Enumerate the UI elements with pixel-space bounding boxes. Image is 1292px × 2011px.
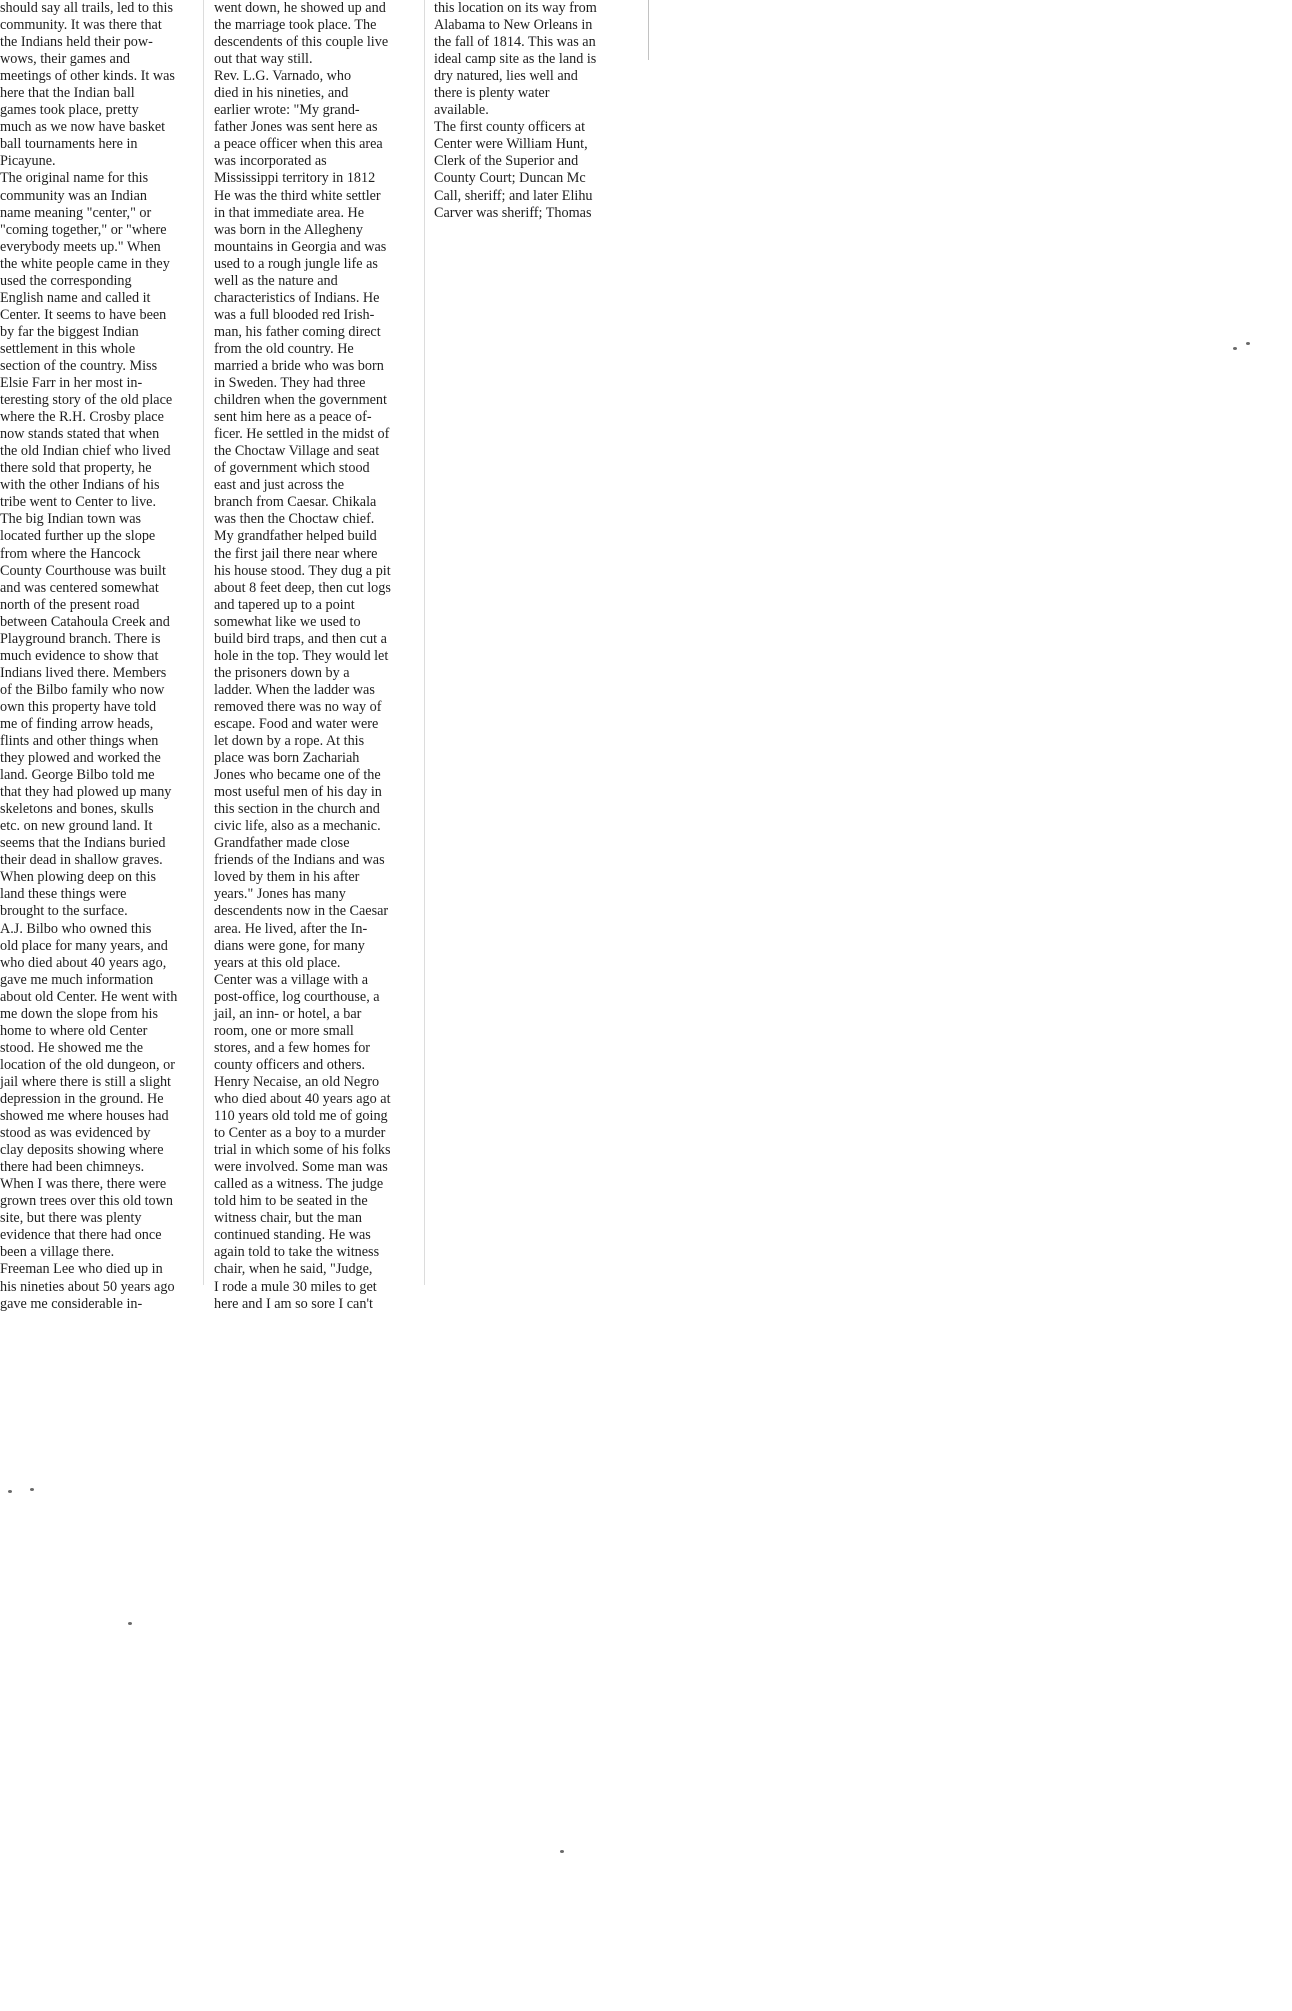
article-line: between Catahoula Creek and (0, 613, 170, 630)
article-line: they plowed and worked the (0, 750, 161, 767)
article-line: well as the nature and (214, 272, 338, 289)
scan-speck (8, 1490, 12, 1493)
article-line: man, his father coming direct (214, 323, 381, 340)
article-line: grown trees over this old town (0, 1193, 173, 1210)
article-line: used to a rough jungle life as (214, 255, 378, 272)
article-line: removed there was no way of (214, 698, 382, 715)
article-line: should say all trails, led to this (0, 0, 173, 16)
article-line: land these things were (0, 886, 127, 903)
article-line: gave me considerable in- (0, 1295, 143, 1312)
article-line: A.J. Bilbo who owned this (0, 920, 152, 937)
article-line: me of finding arrow heads, (0, 715, 154, 732)
article-line: Henry Necaise, an old Negro (214, 1073, 380, 1090)
article-line: about 8 feet deep, then cut logs (214, 579, 391, 596)
article-line: branch from Caesar. Chikala (214, 494, 377, 511)
article-line: skeletons and bones, skulls (0, 801, 154, 818)
article-line: available. (434, 102, 489, 119)
article-line: from where the Hancock (0, 545, 141, 562)
article-line: evidence that there had once (0, 1227, 162, 1244)
article-line: The original name for this (0, 170, 149, 187)
article-line: was incorporated as (214, 153, 327, 170)
article-line: stores, and a few homes for (214, 1039, 371, 1056)
article-line: where the R.H. Crosby place (0, 409, 164, 426)
article-line: showed me where houses had (0, 1108, 169, 1125)
article-line: location of the old dungeon, or (0, 1056, 175, 1073)
article-line: in that immediate area. He (214, 204, 365, 221)
article-line: dians were gone, for many (214, 937, 365, 954)
article-line: build bird traps, and then cut a (214, 630, 387, 647)
article-line: his nineties about 50 years ago (0, 1278, 175, 1295)
article-column-2 (214, 0, 416, 1312)
article-line: the Indians held their pow- (0, 34, 153, 51)
article-line: years." Jones has many (214, 886, 346, 903)
article-line: Call, sheriff; and later Elihu (434, 187, 593, 204)
article-line: married a bride who was born (214, 357, 384, 374)
article-line: now stands stated that when (0, 426, 160, 443)
article-line: much evidence to show that (0, 647, 159, 664)
column-divider-1 (203, 0, 204, 1285)
article-line: depression in the ground. He (0, 1091, 164, 1107)
article-line: who died about 40 years ago at (214, 1091, 391, 1107)
article-line: most useful men of his day in (214, 784, 382, 801)
article-line: there had been chimneys. (0, 1159, 145, 1176)
scan-speck (30, 1488, 34, 1491)
article-line: stood. He showed me the (0, 1039, 144, 1056)
article-line: ficer. He settled in the midst of (214, 426, 390, 443)
article-line: father Jones was sent here as (214, 119, 378, 136)
article-line: meetings of other kinds. It was (0, 68, 175, 85)
article-line: I rode a mule 30 miles to get (214, 1278, 377, 1295)
article-column-3 (434, 0, 642, 220)
clipping-edge-right (648, 0, 649, 60)
article-line: gave me much information (0, 971, 154, 988)
article-line: mountains in Georgia and was (214, 238, 387, 255)
article-line: etc. on new ground land. It (0, 818, 153, 835)
article-line: the fall of 1814. This was an (434, 34, 596, 51)
article-line: area. He lived, after the In- (214, 920, 368, 937)
article-line: tribe went to Center to live. (0, 494, 157, 511)
article-line: and tapered up to a point (214, 596, 355, 613)
article-line: "coming together," or "where (0, 221, 167, 238)
article-line: from the old country. He (214, 340, 354, 357)
article-line: been a village there. (0, 1244, 115, 1261)
article-line: east and just across the (214, 477, 345, 494)
article-line: continued standing. He was (214, 1227, 371, 1244)
article-line: teresting story of the old place (0, 392, 173, 409)
article-line: settlement in this whole (0, 340, 136, 357)
article-line: stood as was evidenced by (0, 1125, 151, 1142)
article-line: community. It was there that (0, 17, 162, 34)
article-line: located further up the slope (0, 528, 156, 545)
article-line: section of the country. Miss (0, 357, 158, 374)
article-line: post-office, log courthouse, a (214, 988, 380, 1005)
article-line: English name and called it (0, 289, 151, 306)
article-line: his house stood. They dug a pit (214, 562, 391, 579)
article-line: Grandfather made close (214, 835, 350, 852)
article-line: Mississippi territory in 1812 (214, 170, 376, 187)
article-line: out that way still. (214, 51, 313, 68)
column-divider-2 (424, 0, 425, 1285)
article-line: land. George Bilbo told me (0, 767, 155, 784)
article-line: community was an Indian (0, 187, 147, 204)
article-line: there sold that property, he (0, 460, 152, 477)
article-line: room, one or more small (214, 1022, 354, 1039)
article-line: Center was a village with a (214, 971, 369, 988)
article-line: trial in which some of his folks (214, 1142, 391, 1159)
article-line: children when the government (214, 392, 387, 409)
article-line: much as we now have basket (0, 119, 166, 136)
article-line: sent him here as a peace of- (214, 409, 372, 426)
article-line: was born in the Allegheny (214, 221, 363, 238)
article-line: were involved. Some man was (214, 1159, 388, 1176)
article-column-1 (0, 0, 198, 1312)
article-line: north of the present road (0, 596, 140, 613)
article-line: The first county officers at (434, 119, 586, 136)
article-line: everybody meets up." When (0, 238, 161, 255)
article-line: Alabama to New Orleans in (434, 17, 593, 34)
article-line: county officers and others. (214, 1056, 366, 1073)
article-line: a peace officer when this area (214, 136, 383, 153)
article-line: seems that the Indians buried (0, 835, 166, 852)
article-line: games took place, pretty (0, 102, 139, 119)
article-line: County Courthouse was built (0, 562, 166, 579)
article-line: When I was there, there were (0, 1176, 167, 1193)
article-line: hole in the top. They would let (214, 647, 389, 664)
article-line: old place for many years, and (0, 937, 168, 954)
article-line: the first jail there near where (214, 545, 378, 562)
article-line: characteristics of Indians. He (214, 289, 380, 306)
scan-speck (128, 1622, 132, 1625)
article-line: earlier wrote: "My grand- (214, 102, 360, 119)
article-line: dry natured, lies well and (434, 68, 578, 85)
article-line: descendents of this couple live (214, 34, 389, 51)
article-line: ideal camp site as the land is (434, 51, 597, 68)
article-line: clay deposits showing where (0, 1142, 164, 1159)
article-line: Center were William Hunt, (434, 136, 588, 153)
article-line: the Choctaw Village and seat (214, 443, 380, 460)
article-line: site, but there was plenty (0, 1210, 142, 1227)
article-line: Indians lived there. Members (0, 664, 167, 681)
article-line: let down by a rope. At this (214, 733, 365, 750)
article-line: died in his nineties, and (214, 85, 349, 102)
article-line: here and I am so sore I can't (214, 1295, 373, 1312)
article-line: called as a witness. The judge (214, 1176, 384, 1193)
article-line: this section in the church and (214, 801, 380, 818)
article-line: by far the biggest Indian (0, 323, 139, 340)
article-line: County Court; Duncan Mc (434, 170, 586, 187)
article-line: Freeman Lee who died up in (0, 1261, 163, 1278)
scan-speck (1233, 347, 1237, 350)
article-line: 110 years old told me of going (214, 1108, 388, 1125)
scan-speck (1246, 342, 1250, 345)
article-line: somewhat like we used to (214, 613, 361, 630)
article-line: Picayune. (0, 153, 56, 170)
article-line: the old Indian chief who lived (0, 443, 171, 460)
article-line: flints and other things when (0, 733, 159, 750)
article-line: loved by them in his after (214, 869, 360, 886)
article-line: that they had plowed up many (0, 784, 172, 801)
article-line: the white people came in they (0, 255, 170, 272)
article-line: Carver was sheriff; Thomas (434, 204, 592, 221)
article-line: jail, an inn- or hotel, a bar (214, 1005, 362, 1022)
article-line: brought to the surface. (0, 903, 128, 920)
article-line: descendents now in the Caesar (214, 903, 389, 920)
article-line: and was centered somewhat (0, 579, 159, 596)
article-line: Clerk of the Superior and (434, 153, 579, 170)
article-line: told him to be seated in the (214, 1193, 368, 1210)
article-line: jail where there is still a slight (0, 1073, 171, 1090)
article-line: years at this old place. (214, 954, 341, 971)
article-line: Center. It seems to have been (0, 306, 167, 323)
article-line: Rev. L.G. Varnado, who (214, 68, 352, 85)
article-line: name meaning "center," or (0, 204, 152, 221)
article-line: used the corresponding (0, 272, 132, 289)
article-line: ladder. When the ladder was (214, 681, 375, 698)
article-line: again told to take the witness (214, 1244, 380, 1261)
article-line: chair, when he said, "Judge, (214, 1261, 373, 1278)
article-line: of the Bilbo family who now (0, 681, 165, 698)
article-line: He was the third white settler (214, 187, 381, 204)
article-line: friends of the Indians and was (214, 852, 385, 869)
article-line: Jones who became one of the (214, 767, 381, 784)
article-line: went down, he showed up and (214, 0, 386, 16)
article-line: the marriage took place. The (214, 17, 377, 34)
article-line: escape. Food and water were (214, 715, 379, 732)
article-line: in Sweden. They had three (214, 375, 366, 392)
article-line: My grandfather helped build (214, 528, 377, 545)
article-line: ball tournaments here in (0, 136, 138, 153)
article-line: the prisoners down by a (214, 664, 350, 681)
article-line: me down the slope from his (0, 1005, 159, 1022)
article-line: home to where old Center (0, 1022, 148, 1039)
article-line: of government which stood (214, 460, 370, 477)
article-line: about old Center. He went with (0, 988, 178, 1005)
scan-speck (560, 1850, 564, 1853)
article-line: to Center as a boy to a murder (214, 1125, 386, 1142)
article-line: wows, their games and (0, 51, 131, 68)
article-line: was a full blooded red Irish- (214, 306, 375, 323)
article-line: civic life, also as a mechanic. (214, 818, 381, 835)
article-line: Elsie Farr in her most in- (0, 375, 143, 392)
article-line: there is plenty water (434, 85, 550, 102)
article-line: this location on its way from (434, 0, 597, 16)
article-line: here that the Indian ball (0, 85, 135, 102)
article-line: The big Indian town was (0, 511, 142, 528)
article-line: with the other Indians of his (0, 477, 160, 494)
article-line: place was born Zachariah (214, 750, 360, 767)
article-line: was then the Choctaw chief. (214, 511, 375, 528)
article-line: Playground branch. There is (0, 630, 161, 647)
article-line: who died about 40 years ago, (0, 954, 167, 971)
article-line: their dead in shallow graves. (0, 852, 163, 869)
article-line: witness chair, but the man (214, 1210, 362, 1227)
article-line: own this property have told (0, 698, 157, 715)
article-line: When plowing deep on this (0, 869, 157, 886)
